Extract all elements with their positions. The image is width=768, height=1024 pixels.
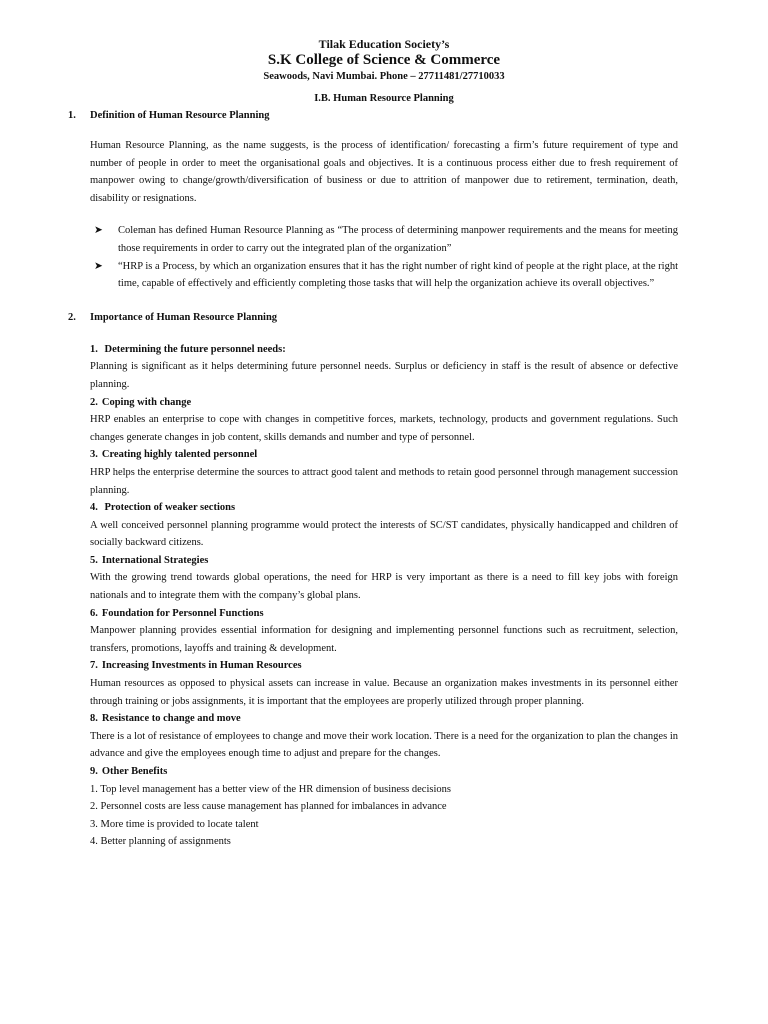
section-1-title: Definition of Human Resource Planning <box>90 110 270 121</box>
section-2-heading <box>68 311 678 325</box>
list-item: 2. Personnel costs are less cause management has planned for imbalances in advance <box>90 801 447 813</box>
list-item-text: A well conceived personnel planning programme would protect the interests of SC/ST candidates, physically handicapped and children of socially backward citizens. <box>90 519 678 549</box>
list-item-heading <box>90 763 678 781</box>
benefits-list <box>90 781 678 851</box>
item-title: Other Benefits <box>101 766 168 777</box>
bullet-item <box>90 222 678 257</box>
list-item-heading <box>90 394 678 412</box>
list-item-text: With the growing trend towards global operations, the need for HRP is very important as there is a need to fill key jobs with foreign nationals and to integrate them with the company’s global plans. <box>90 572 678 602</box>
item-title: Increasing Investments in Human Resources <box>101 660 302 672</box>
list-item: 3. More time is provided to locate talent <box>90 818 259 830</box>
item-title: Determining the future personnel needs: <box>104 343 286 355</box>
list-item-heading <box>90 341 678 359</box>
list-item-heading <box>90 605 678 623</box>
item-number: 4. <box>90 502 98 514</box>
list-item-heading <box>90 552 678 570</box>
document-subtitle: I.B. Human Resource Planning <box>314 93 454 104</box>
section-1-number: 1. <box>68 110 76 121</box>
list-item-text: HRP enables an enterprise to cope with changes in competitive forces, markets, technology, products and government regulations. Such changes generate changes in job content, skills demands and number and type of personnel. <box>90 414 678 443</box>
section-2-number: 2. <box>68 311 76 323</box>
item-number: 5. <box>90 554 98 566</box>
definition-paragraph: Human Resource Planning, as the name suggests, is the process of identification/ forecasting a firm’s future requirement of type and number of people in order to meet the organisational goals and objectives. It is a continuous process either due to fresh requirement of manpower owing to change/growth/diversification of business or due to attrition of manpower due to retirement, termination, death, disability or resignations. <box>90 140 678 204</box>
item-number: 1. <box>90 343 98 355</box>
section-2-title: Importance of Human Resource Planning <box>90 311 278 323</box>
college-address: Seawoods, Navi Mumbai. Phone – 27711481/27710033 <box>263 71 505 82</box>
item-number: 3. <box>90 449 98 461</box>
item-number: 7. <box>90 660 98 672</box>
arrow-bullet-icon: ➤ <box>94 260 103 272</box>
item-number: 2. <box>90 396 98 408</box>
bullet-text: Coleman has defined Human Resource Planning as “The process of determining manpower requirements and the means for meeting those requirements in order to carry out the integrated plan of the organization” <box>118 225 678 254</box>
society-name: Tilak Education Society’s <box>318 37 450 51</box>
bullet-text: “HRP is a Process, by which an organization ensures that it has the right number of right kind of people at the right place, at the right time, capable of effectively and efficiently completing those tasks that will help the organization achieve its overall objectives.” <box>118 260 678 290</box>
list-item-heading <box>90 710 678 728</box>
list-item: 1. Top level management has a better view of the HR dimension of business decisions <box>90 783 451 795</box>
list-item-text: HRP helps the enterprise determine the sources to attract good talent and methods to retain good personnel through management succession planning. <box>90 466 678 496</box>
list-item-text: Planning is significant as it helps determining future personnel needs. Surplus or deficiency in staff is the result of absence or defective planning. <box>90 361 678 390</box>
bullet-item <box>90 258 678 293</box>
item-title: Protection of weaker sections <box>104 502 236 514</box>
item-title: Resistance to change and move <box>101 713 241 725</box>
item-title: Creating highly talented personnel <box>101 449 258 461</box>
section-1-heading <box>68 109 678 123</box>
college-name: S.K College of Science & Commerce <box>267 52 501 68</box>
item-number: 6. <box>90 607 98 619</box>
arrow-bullet-icon: ➤ <box>94 225 103 237</box>
list-item-text: There is a lot of resistance of employees to change and move their work location. There is a need for the organization to plan the changes in advance and give the employees enough time to adjust and prepare for the changes. <box>90 730 678 760</box>
list-item-text: Human resources as opposed to physical assets can increase in value. Because an organization makes investments in its personnel either through training or jobs assignments, it is important that the employees are properly utilized through proper planning. <box>90 678 678 707</box>
item-title: Foundation for Personnel Functions <box>101 607 264 619</box>
list-item-heading <box>90 657 678 675</box>
item-number: 8. <box>90 713 98 725</box>
definition-bullets <box>90 222 678 292</box>
list-item-heading <box>90 446 678 464</box>
list-item-heading <box>90 499 678 517</box>
item-title: International Strategies <box>101 554 209 566</box>
item-title: Coping with change <box>101 396 192 408</box>
item-number: 9. <box>90 766 98 777</box>
importance-list <box>90 341 678 851</box>
list-item: 4. Better planning of assignments <box>90 836 231 848</box>
list-item-text: Manpower planning provides essential information for designing and implementing personnel functions such as recruitment, selection, transfers, promotions, layoffs and training & development. <box>90 625 678 654</box>
